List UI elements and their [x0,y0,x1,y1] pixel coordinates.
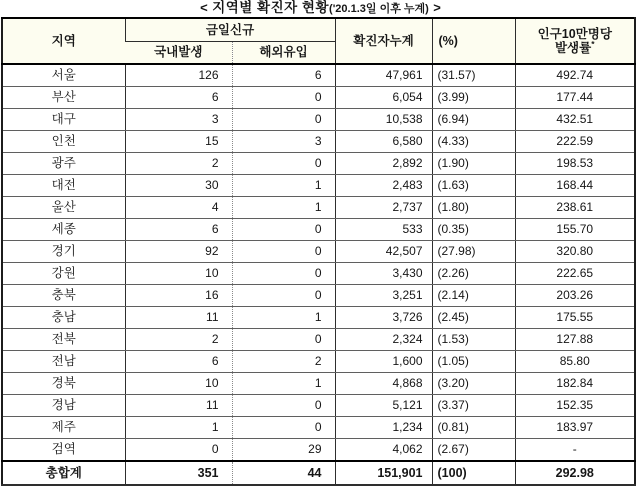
per100k-rate-cell: 183.97 [515,417,635,439]
domestic-new-cell: 6 [125,87,232,109]
table-row [2,175,635,197]
table-row [2,417,635,439]
imported-new-cell: 0 [232,241,335,263]
percent-cell: (1.05) [432,351,515,373]
imported-new-cell: 0 [232,417,335,439]
region-cell: 전남 [2,351,125,373]
table-row [2,131,635,153]
table-body [2,64,635,461]
cumulative-cases-cell: 2,737 [335,197,432,219]
table-row [2,153,635,175]
region-cell: 대전 [2,175,125,197]
per100k-rate-cell: 127.88 [515,329,635,351]
title-sub-text: ('20.1.3일 이후 누계) [329,3,429,15]
imported-new-cell: 0 [232,263,335,285]
imported-new-cell: 29 [232,439,335,462]
percent-cell: (0.35) [432,219,515,241]
header-per100k-line2: 발생률 [554,41,592,55]
total-per100k-cell: 292.98 [515,461,635,485]
imported-new-cell: 0 [232,285,335,307]
per100k-rate-cell: 155.70 [515,219,635,241]
per100k-rate-cell: 492.74 [515,64,635,87]
domestic-new-cell: 6 [125,351,232,373]
imported-new-cell: 3 [232,131,335,153]
imported-new-cell: 1 [232,197,335,219]
domestic-new-cell: 11 [125,395,232,417]
imported-new-cell: 0 [232,395,335,417]
cumulative-cases-cell: 4,868 [335,373,432,395]
percent-cell: (4.33) [432,131,515,153]
domestic-new-cell: 92 [125,241,232,263]
percent-cell: (3.99) [432,87,515,109]
percent-cell: (3.37) [432,395,515,417]
cumulative-cases-cell: 10,538 [335,109,432,131]
region-cell: 대구 [2,109,125,131]
imported-new-cell: 0 [232,153,335,175]
per100k-rate-cell: 168.44 [515,175,635,197]
title-main-text: 지역별 확진자 현황 [212,0,330,15]
percent-cell: (2.45) [432,307,515,329]
per100k-rate-cell: 198.53 [515,153,635,175]
imported-new-cell: 0 [232,87,335,109]
region-cell: 경남 [2,395,125,417]
table-row [2,307,635,329]
cumulative-cases-cell: 6,054 [335,87,432,109]
imported-new-cell: 1 [232,175,335,197]
region-cell: 울산 [2,197,125,219]
table-row [2,395,635,417]
percent-cell: (1.53) [432,329,515,351]
percent-cell: (1.90) [432,153,515,175]
cumulative-cases-cell: 47,961 [335,64,432,87]
cumulative-cases-cell: 1,234 [335,417,432,439]
region-cell: 광주 [2,153,125,175]
cumulative-cases-cell: 5,121 [335,395,432,417]
table-row [2,109,635,131]
per100k-rate-cell: 320.80 [515,241,635,263]
cumulative-cases-cell: 3,726 [335,307,432,329]
cumulative-cases-cell: 2,892 [335,153,432,175]
table-row [2,64,635,87]
region-cell: 충남 [2,307,125,329]
table-row [2,241,635,263]
percent-cell: (1.80) [432,197,515,219]
region-cell: 경기 [2,241,125,263]
domestic-new-cell: 2 [125,153,232,175]
table-row [2,263,635,285]
title-bracket-left: < [200,0,208,15]
domestic-new-cell: 4 [125,197,232,219]
title-bracket-right: > [433,0,441,15]
domestic-new-cell: 1 [125,417,232,439]
percent-cell: (2.14) [432,285,515,307]
percent-cell: (1.63) [432,175,515,197]
per100k-rate-cell: 203.26 [515,285,635,307]
percent-cell: (31.57) [432,64,515,87]
table-row [2,197,635,219]
percent-cell: (3.20) [432,373,515,395]
total-domestic-cell: 351 [125,461,232,485]
domestic-new-cell: 126 [125,64,232,87]
imported-new-cell: 0 [232,329,335,351]
per100k-rate-cell: 175.55 [515,307,635,329]
table-row [2,87,635,109]
total-region-cell: 총합계 [2,461,125,485]
domestic-new-cell: 16 [125,285,232,307]
imported-new-cell: 6 [232,64,335,87]
imported-new-cell: 1 [232,307,335,329]
imported-new-cell: 0 [232,109,335,131]
region-cell: 부산 [2,87,125,109]
table-row [2,285,635,307]
per100k-rate-cell: 152.35 [515,395,635,417]
cumulative-cases-cell: 42,507 [335,241,432,263]
header-percent: (%) [432,18,515,64]
cumulative-cases-cell: 3,251 [335,285,432,307]
imported-new-cell: 0 [232,219,335,241]
table-row [2,373,635,395]
table-row [2,351,635,373]
imported-new-cell: 2 [232,351,335,373]
cumulative-cases-cell: 4,062 [335,439,432,462]
imported-new-cell: 1 [232,373,335,395]
table-row [2,329,635,351]
domestic-new-cell: 10 [125,263,232,285]
region-cell: 충북 [2,285,125,307]
total-row [2,461,635,485]
domestic-new-cell: 3 [125,109,232,131]
domestic-new-cell: 11 [125,307,232,329]
domestic-new-cell: 10 [125,373,232,395]
percent-cell: (6.94) [432,109,515,131]
total-cumulative-cell: 151,901 [335,461,432,485]
region-cell: 검역 [2,439,125,462]
percent-cell: (27.98) [432,241,515,263]
cumulative-cases-cell: 6,580 [335,131,432,153]
per100k-rate-cell: 222.59 [515,131,635,153]
domestic-new-cell: 6 [125,219,232,241]
domestic-new-cell: 2 [125,329,232,351]
region-cell: 세종 [2,219,125,241]
table-row [2,219,635,241]
header-domestic: 국내발생 [125,41,232,64]
total-imported-cell: 44 [232,461,335,485]
region-cell: 제주 [2,417,125,439]
table-row [2,439,635,462]
percent-cell: (2.26) [432,263,515,285]
cumulative-cases-cell: 533 [335,219,432,241]
per100k-rate-cell: 182.84 [515,373,635,395]
region-cases-table [1,17,636,486]
region-cell: 경북 [2,373,125,395]
region-cell: 강원 [2,263,125,285]
cumulative-cases-cell: 2,483 [335,175,432,197]
per100k-rate-cell: - [515,439,635,462]
table-footer [2,461,635,485]
header-row-top [2,18,635,41]
per100k-rate-cell: 85.80 [515,351,635,373]
header-today-new: 금일신규 [125,18,335,41]
total-percent-cell: (100) [432,461,515,485]
page-title [0,0,641,17]
table-header [2,18,635,64]
header-per100k-line1: 인구10만명당 [537,27,612,41]
footnote-mark: * [591,38,595,49]
header-per100k [515,18,635,64]
region-cell: 전북 [2,329,125,351]
cumulative-cases-cell: 1,600 [335,351,432,373]
percent-cell: (0.81) [432,417,515,439]
domestic-new-cell: 30 [125,175,232,197]
percent-cell: (2.67) [432,439,515,462]
header-imported: 해외유입 [232,41,335,64]
per100k-rate-cell: 222.65 [515,263,635,285]
region-cell: 서울 [2,64,125,87]
header-region: 지역 [2,18,125,64]
header-cumulative: 확진자누계 [335,18,432,64]
per100k-rate-cell: 432.51 [515,109,635,131]
domestic-new-cell: 0 [125,439,232,462]
region-cell: 인천 [2,131,125,153]
domestic-new-cell: 15 [125,131,232,153]
per100k-rate-cell: 177.44 [515,87,635,109]
cumulative-cases-cell: 2,324 [335,329,432,351]
per100k-rate-cell: 238.61 [515,197,635,219]
cumulative-cases-cell: 3,430 [335,263,432,285]
